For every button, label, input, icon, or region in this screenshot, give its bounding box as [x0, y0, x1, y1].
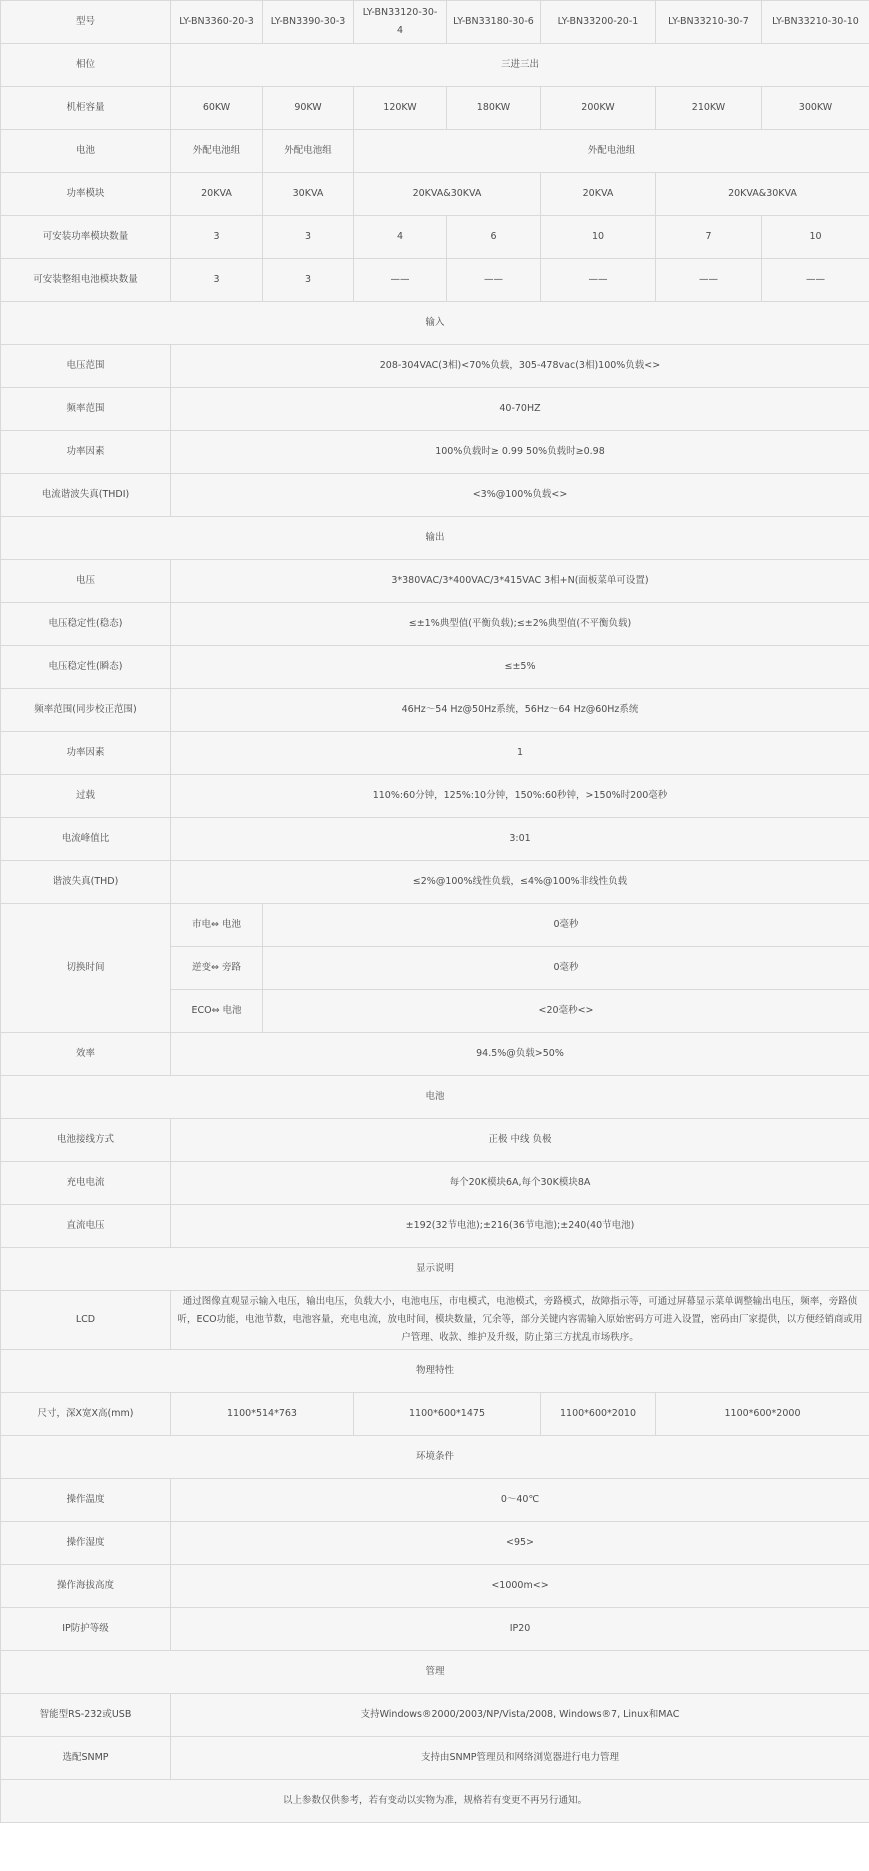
row-value: <1000m<> — [171, 1565, 869, 1608]
footnote-row — [1, 1780, 869, 1823]
row-value: 1 — [171, 732, 869, 775]
row-value: 100%负载时≥ 0.99 50%负载时≥0.98 — [171, 431, 869, 474]
row-value: 通过图像直观显示输入电压，输出电压，负载大小，电池电压，市电模式，电池模式，旁路模式，故障指示等，可通过屏幕显示菜单调整输出电压，频率，旁路侦听，ECO功能，电池节数，电池容量，充电电流，放电时间，模块数量，冗余等，部分关键内容需输入原始密码方可进入设置，密码由厂家提供，以方便经销商或用户管理、收款、维护及升级，防止第三方扰乱市场秩序。 — [171, 1291, 869, 1350]
model-name: LY-BN33210-30-10 — [762, 1, 869, 44]
section-header-row — [1, 1651, 869, 1694]
row-label: 选配SNMP — [1, 1737, 171, 1780]
row-label: 电流谐波失真(THDI) — [1, 474, 171, 517]
section-title: 输入 — [1, 302, 869, 345]
cell-value: 3 — [263, 216, 354, 259]
table-row — [1, 1565, 869, 1608]
cell-value: 6 — [447, 216, 541, 259]
section-header-row — [1, 1350, 869, 1393]
table-row — [1, 1, 869, 44]
section-header-row — [1, 517, 869, 560]
row-value: <3%@100%负载<> — [171, 474, 869, 517]
row-value: 支持由SNMP管理员和网络浏览器进行电力管理 — [171, 1737, 869, 1780]
table-row — [1, 130, 869, 173]
section-header-row — [1, 1076, 869, 1119]
table-row — [1, 560, 869, 603]
row-label: 切换时间 — [1, 904, 171, 1033]
section-header-row — [1, 1436, 869, 1479]
table-row — [1, 1608, 869, 1651]
cell-value: 1100*600*2000 — [656, 1393, 869, 1436]
row-value: ±192(32节电池);±216(36节电池);±240(40节电池) — [171, 1205, 869, 1248]
cell-value: 10 — [762, 216, 869, 259]
table-row — [1, 1033, 869, 1076]
table-row — [1, 603, 869, 646]
cell-value: 外配电池组 — [171, 130, 263, 173]
cell-value: 20KVA&30KVA — [656, 173, 869, 216]
sub-label: ECO⇔ 电池 — [171, 990, 263, 1033]
row-label: 频率范围 — [1, 388, 171, 431]
table-row — [1, 1393, 869, 1436]
cell-value: 4 — [354, 216, 447, 259]
row-label: 效率 — [1, 1033, 171, 1076]
row-value: 40-70HZ — [171, 388, 869, 431]
row-value: 0毫秒 — [263, 947, 869, 990]
row-label: 电池接线方式 — [1, 1119, 171, 1162]
section-header-row — [1, 302, 869, 345]
row-label: 过载 — [1, 775, 171, 818]
table-row — [1, 646, 869, 689]
table-row — [1, 44, 869, 87]
row-value: <95> — [171, 1522, 869, 1565]
row-value: IP20 — [171, 1608, 869, 1651]
row-label: 操作湿度 — [1, 1522, 171, 1565]
cell-value: 300KW — [762, 87, 869, 130]
row-value: <20毫秒<> — [263, 990, 869, 1033]
cell-value: 30KVA — [263, 173, 354, 216]
cell-value: —— — [541, 259, 656, 302]
row-value: ≤±1%典型值(平衡负载);≤±2%典型值(不平衡负载) — [171, 603, 869, 646]
row-label: 相位 — [1, 44, 171, 87]
row-label: IP防护等级 — [1, 1608, 171, 1651]
row-label: 操作海拔高度 — [1, 1565, 171, 1608]
model-name: LY-BN3360-20-3 — [171, 1, 263, 44]
row-value: 94.5%@负载>50% — [171, 1033, 869, 1076]
cell-value: —— — [656, 259, 762, 302]
row-value: ≤±5% — [171, 646, 869, 689]
cell-value: 1100*600*2010 — [541, 1393, 656, 1436]
row-label: 尺寸，深X宽X高(mm) — [1, 1393, 171, 1436]
row-value: 46Hz～54 Hz@50Hz系统，56Hz～64 Hz@60Hz系统 — [171, 689, 869, 732]
row-value: 3:01 — [171, 818, 869, 861]
table-row — [1, 775, 869, 818]
table-row — [1, 1479, 869, 1522]
cell-value: 3 — [171, 216, 263, 259]
row-label: 频率范围(同步校正范围) — [1, 689, 171, 732]
row-label: 电压稳定性(稳态) — [1, 603, 171, 646]
table-row — [1, 431, 869, 474]
row-value: 正极 中线 负极 — [171, 1119, 869, 1162]
row-label: 型号 — [1, 1, 171, 44]
table-row — [1, 689, 869, 732]
cell-value: 3 — [263, 259, 354, 302]
table-row — [1, 818, 869, 861]
row-value: 0～40℃ — [171, 1479, 869, 1522]
row-value: 支持Windows®2000/2003/NP/Vista/2008, Windows®7, Linux和MAC — [171, 1694, 869, 1737]
table-row — [1, 259, 869, 302]
table-row — [1, 474, 869, 517]
cell-value: 120KW — [354, 87, 447, 130]
section-title: 电池 — [1, 1076, 869, 1119]
sub-label: 市电⇔ 电池 — [171, 904, 263, 947]
section-header-row — [1, 1248, 869, 1291]
table-row — [1, 1205, 869, 1248]
cell-value: 7 — [656, 216, 762, 259]
cell-value: —— — [354, 259, 447, 302]
model-name: LY-BN33200-20-1 — [541, 1, 656, 44]
row-label: 电压稳定性(瞬态) — [1, 646, 171, 689]
cell-value: 10 — [541, 216, 656, 259]
row-label: 操作温度 — [1, 1479, 171, 1522]
table-row — [1, 1291, 869, 1350]
cell-value: 1100*514*763 — [171, 1393, 354, 1436]
cell-value: 20KVA — [171, 173, 263, 216]
section-title: 物理特性 — [1, 1350, 869, 1393]
model-name: LY-BN33120-30-4 — [354, 1, 447, 44]
row-label: 功率因素 — [1, 431, 171, 474]
footnote: 以上参数仅供参考，若有变动以实物为准，规格若有变更不再另行通知。 — [1, 1780, 869, 1823]
cell-value: 3 — [171, 259, 263, 302]
row-label: 直流电压 — [1, 1205, 171, 1248]
cell-value: 20KVA — [541, 173, 656, 216]
row-value: 0毫秒 — [263, 904, 869, 947]
section-title: 显示说明 — [1, 1248, 869, 1291]
cell-value: 外配电池组 — [354, 130, 869, 173]
cell-value: 180KW — [447, 87, 541, 130]
row-value: 110%:60分钟，125%:10分钟，150%:60秒钟，>150%时200毫秒 — [171, 775, 869, 818]
row-value: 三进三出 — [171, 44, 869, 87]
row-label: 功率因素 — [1, 732, 171, 775]
cell-value: 200KW — [541, 87, 656, 130]
cell-value: —— — [762, 259, 869, 302]
row-value: ≤2%@100%线性负载，≤4%@100%非线性负载 — [171, 861, 869, 904]
row-label: 电流峰值比 — [1, 818, 171, 861]
table-row — [1, 345, 869, 388]
table-row — [1, 904, 869, 947]
table-row — [1, 216, 869, 259]
model-name: LY-BN33180-30-6 — [447, 1, 541, 44]
table-row — [1, 1119, 869, 1162]
row-label: 机柜容量 — [1, 87, 171, 130]
table-row — [1, 1522, 869, 1565]
cell-value: 20KVA&30KVA — [354, 173, 541, 216]
table-row — [1, 732, 869, 775]
row-value: 每个20K模块6A,每个30K模块8A — [171, 1162, 869, 1205]
section-title: 管理 — [1, 1651, 869, 1694]
cell-value: 外配电池组 — [263, 130, 354, 173]
table-row — [1, 1694, 869, 1737]
row-label: 功率模块 — [1, 173, 171, 216]
row-label: LCD — [1, 1291, 171, 1350]
row-label: 智能型RS-232或USB — [1, 1694, 171, 1737]
model-name: LY-BN33210-30-7 — [656, 1, 762, 44]
row-label: 电压 — [1, 560, 171, 603]
cell-value: 210KW — [656, 87, 762, 130]
cell-value: —— — [447, 259, 541, 302]
table-row — [1, 861, 869, 904]
model-name: LY-BN3390-30-3 — [263, 1, 354, 44]
row-label: 电压范围 — [1, 345, 171, 388]
cell-value: 1100*600*1475 — [354, 1393, 541, 1436]
table-row — [1, 87, 869, 130]
table-row — [1, 388, 869, 431]
cell-value: 90KW — [263, 87, 354, 130]
row-label: 谐波失真(THD) — [1, 861, 171, 904]
row-label: 可安装功率模块数量 — [1, 216, 171, 259]
row-label: 充电电流 — [1, 1162, 171, 1205]
row-value: 3*380VAC/3*400VAC/3*415VAC 3相+N(面板菜单可设置) — [171, 560, 869, 603]
section-title: 环境条件 — [1, 1436, 869, 1479]
table-row — [1, 173, 869, 216]
row-label: 电池 — [1, 130, 171, 173]
sub-label: 逆变⇔ 旁路 — [171, 947, 263, 990]
table-row — [1, 1737, 869, 1780]
table-row — [1, 1162, 869, 1205]
row-label: 可安装整组电池模块数量 — [1, 259, 171, 302]
section-title: 输出 — [1, 517, 869, 560]
row-value: 208-304VAC(3相)<70%负载，305-478vac(3相)100%负载<> — [171, 345, 869, 388]
cell-value: 60KW — [171, 87, 263, 130]
